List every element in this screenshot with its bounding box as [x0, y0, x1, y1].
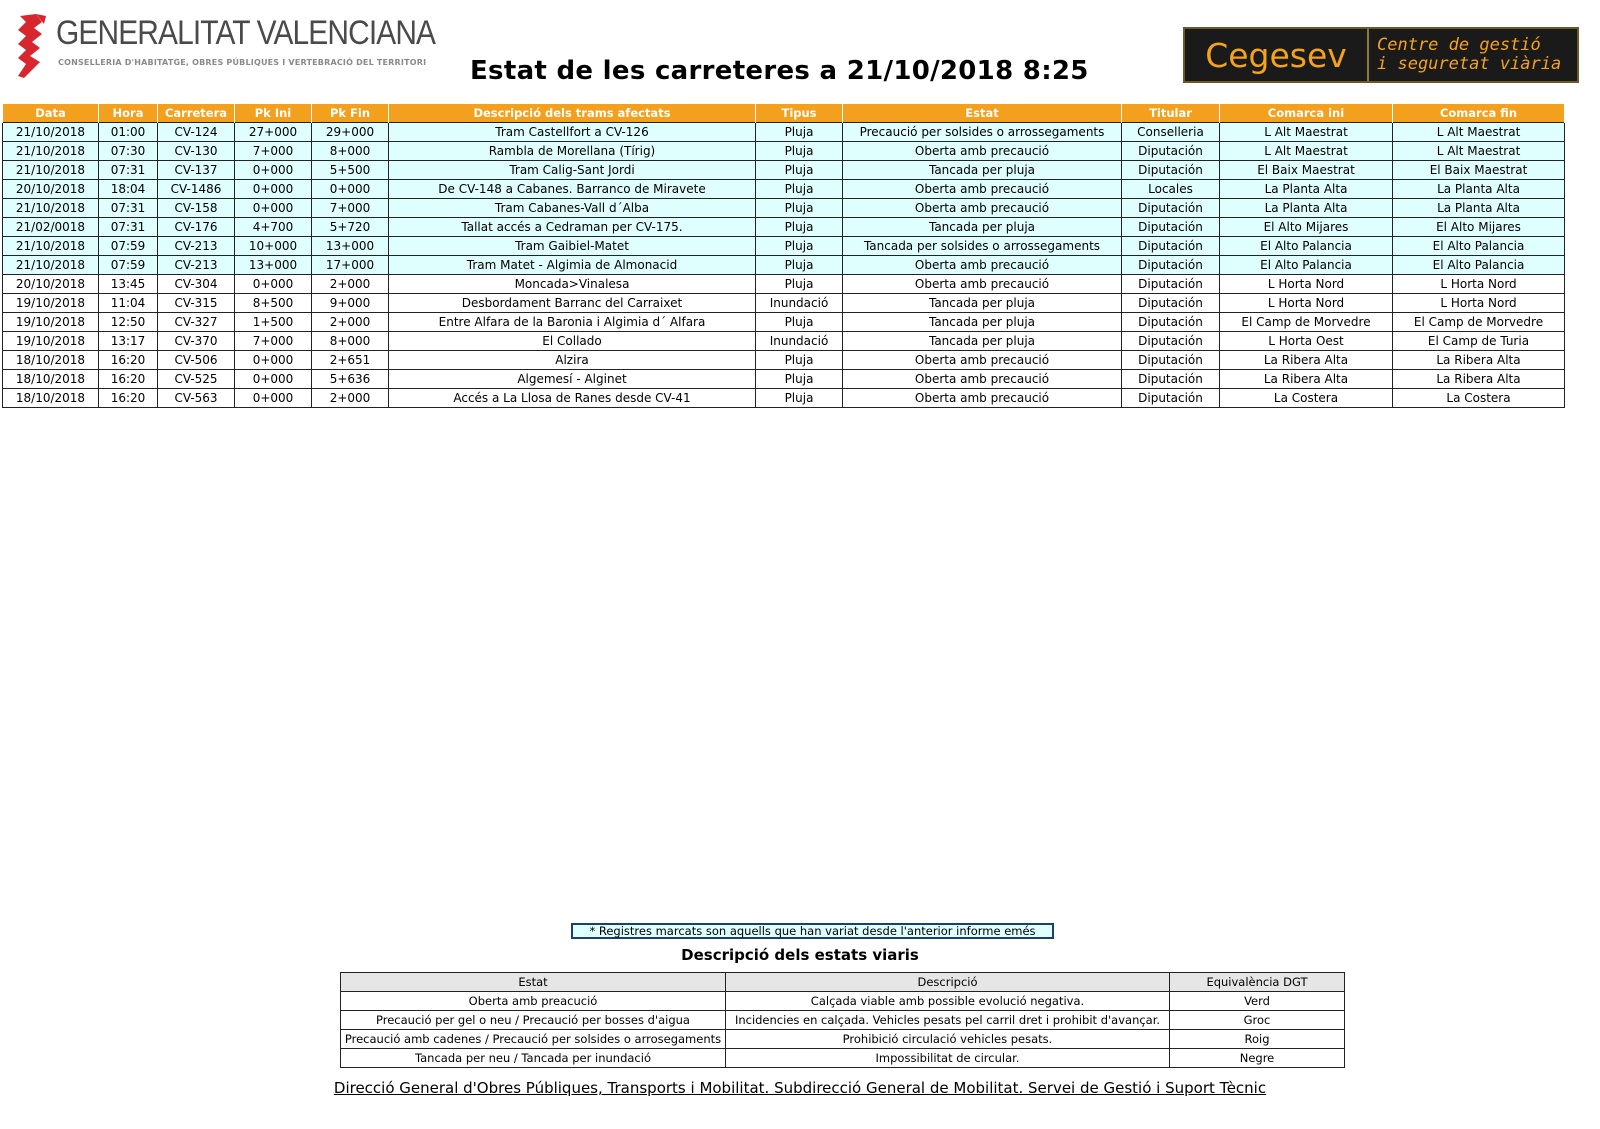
table-cell: Conselleria — [1122, 123, 1220, 142]
table-cell: Pluja — [756, 237, 843, 256]
cegesev-logo — [1183, 27, 1579, 83]
table-cell: Tancada per pluja — [843, 161, 1122, 180]
table-cell: La Planta Alta — [1393, 180, 1565, 199]
table-row — [3, 161, 1565, 180]
table-cell: L Horta Nord — [1393, 294, 1565, 313]
table-cell: La Costera — [1393, 389, 1565, 408]
table-cell: CV-1486 — [158, 180, 235, 199]
table-cell: Pluja — [756, 142, 843, 161]
generalitat-logo — [14, 12, 436, 82]
legend-row — [341, 1030, 1345, 1049]
column-header: Hora — [99, 104, 158, 123]
table-cell: 0+000 — [235, 275, 312, 294]
table-cell: 13+000 — [235, 256, 312, 275]
table-cell: Tram Gaibiel-Matet — [389, 237, 756, 256]
table-cell: Tram Calig-Sant Jordi — [389, 161, 756, 180]
table-cell: Locales — [1122, 180, 1220, 199]
generalitat-emblem-icon — [14, 12, 54, 80]
table-row — [3, 199, 1565, 218]
table-row — [3, 294, 1565, 313]
table-cell: Algemesí - Alginet — [389, 370, 756, 389]
cegesev-desc-line2: i seguretat viària — [1377, 54, 1562, 74]
column-header: Comarca ini — [1220, 104, 1393, 123]
table-cell: Diputación — [1122, 294, 1220, 313]
table-cell: Pluja — [756, 161, 843, 180]
table-cell: Desbordament Barranc del Carraixet — [389, 294, 756, 313]
table-cell: 20/10/2018 — [3, 180, 99, 199]
table-row — [3, 123, 1565, 142]
table-cell: CV-563 — [158, 389, 235, 408]
table-cell: El Alto Palancia — [1220, 237, 1393, 256]
table-cell: L Horta Nord — [1220, 275, 1393, 294]
table-cell: Oberta amb precaució — [843, 142, 1122, 161]
table-cell: 0+000 — [235, 351, 312, 370]
table-cell: 0+000 — [235, 389, 312, 408]
legend-cell: Negre — [1170, 1049, 1345, 1068]
table-cell: 07:31 — [99, 218, 158, 237]
table-cell: CV-124 — [158, 123, 235, 142]
table-cell: Tancada per pluja — [843, 218, 1122, 237]
table-cell: Diputación — [1122, 275, 1220, 294]
table-cell: El Camp de Morvedre — [1393, 313, 1565, 332]
table-cell: El Baix Maestrat — [1393, 161, 1565, 180]
table-cell: 20/10/2018 — [3, 275, 99, 294]
table-cell: Oberta amb precaució — [843, 370, 1122, 389]
table-cell: 2+000 — [312, 389, 389, 408]
table-cell: Pluja — [756, 370, 843, 389]
table-cell: 07:31 — [99, 199, 158, 218]
table-cell: 7+000 — [235, 142, 312, 161]
table-cell: Pluja — [756, 123, 843, 142]
table-cell: Diputación — [1122, 142, 1220, 161]
legend-column-header: Descripció — [726, 973, 1170, 992]
table-cell: 5+720 — [312, 218, 389, 237]
table-cell: La Planta Alta — [1220, 199, 1393, 218]
table-cell: Pluja — [756, 199, 843, 218]
table-cell: Tram Castellfort a CV-126 — [389, 123, 756, 142]
table-cell: La Ribera Alta — [1220, 351, 1393, 370]
roads-table — [2, 104, 1565, 408]
table-cell: CV-158 — [158, 199, 235, 218]
table-cell: El Camp de Morvedre — [1220, 313, 1393, 332]
table-cell: 17+000 — [312, 256, 389, 275]
table-cell: Pluja — [756, 351, 843, 370]
table-cell: 0+000 — [235, 199, 312, 218]
table-cell: 19/10/2018 — [3, 332, 99, 351]
table-cell: Oberta amb precaució — [843, 180, 1122, 199]
table-row — [3, 370, 1565, 389]
table-cell: 7+000 — [312, 199, 389, 218]
legend-cell: Prohibició circulació vehicles pesats. — [726, 1030, 1170, 1049]
org-subtitle: CONSELLERIA D'HABITATGE, OBRES PÚBLIQUES I VERTEBRACIÓ DEL TERRITORI — [58, 58, 427, 67]
table-cell: 21/10/2018 — [3, 237, 99, 256]
table-row — [3, 218, 1565, 237]
table-cell: L Alt Maestrat — [1393, 142, 1565, 161]
table-row — [3, 332, 1565, 351]
legend-cell: Groc — [1170, 1011, 1345, 1030]
table-cell: 2+000 — [312, 313, 389, 332]
legend-row — [341, 992, 1345, 1011]
table-cell: La Ribera Alta — [1220, 370, 1393, 389]
table-cell: Pluja — [756, 275, 843, 294]
table-cell: L Alt Maestrat — [1220, 142, 1393, 161]
table-cell: La Planta Alta — [1393, 199, 1565, 218]
table-cell: Pluja — [756, 389, 843, 408]
table-cell: 1+500 — [235, 313, 312, 332]
table-cell: 0+000 — [235, 180, 312, 199]
legend-table — [340, 972, 1345, 1068]
table-cell: El Collado — [389, 332, 756, 351]
table-cell: Entre Alfara de la Baronia i Algimia d´ Alfara — [389, 313, 756, 332]
legend-column-header: Estat — [341, 973, 726, 992]
table-cell: Tancada per solsides o arrossegaments — [843, 237, 1122, 256]
table-cell: 4+700 — [235, 218, 312, 237]
table-cell: Pluja — [756, 256, 843, 275]
table-cell: Pluja — [756, 313, 843, 332]
table-cell: Tallat accés a Cedraman per CV-175. — [389, 218, 756, 237]
table-row — [3, 256, 1565, 275]
table-cell: 16:20 — [99, 389, 158, 408]
table-cell: Moncada>Vinalesa — [389, 275, 756, 294]
table-cell: L Horta Nord — [1393, 275, 1565, 294]
table-cell: CV-176 — [158, 218, 235, 237]
table-cell: 13:17 — [99, 332, 158, 351]
table-cell: 18:04 — [99, 180, 158, 199]
table-row — [3, 275, 1565, 294]
legend-cell: Precaució amb cadenes / Precaució per solsides o arrosegaments — [341, 1030, 726, 1049]
table-cell: CV-525 — [158, 370, 235, 389]
table-cell: La Ribera Alta — [1393, 351, 1565, 370]
table-cell: Tram Matet - Algimia de Almonacid — [389, 256, 756, 275]
table-cell: El Alto Palancia — [1393, 237, 1565, 256]
legend-column-header: Equivalència DGT — [1170, 973, 1345, 992]
table-cell: 16:20 — [99, 351, 158, 370]
table-cell: L Horta Nord — [1220, 294, 1393, 313]
table-cell: 29+000 — [312, 123, 389, 142]
table-cell: Oberta amb precaució — [843, 199, 1122, 218]
table-cell: 07:30 — [99, 142, 158, 161]
table-cell: 11:04 — [99, 294, 158, 313]
table-cell: 07:31 — [99, 161, 158, 180]
table-cell: Oberta amb precaució — [843, 389, 1122, 408]
legend-table-body — [341, 992, 1345, 1068]
table-cell: 19/10/2018 — [3, 313, 99, 332]
table-cell: Rambla de Morellana (Tírig) — [389, 142, 756, 161]
legend-cell: Tancada per neu / Tancada per inundació — [341, 1049, 726, 1068]
legend-cell: Oberta amb preacució — [341, 992, 726, 1011]
legend-cell: Precaució per gel o neu / Precaució per bosses d'aigua — [341, 1011, 726, 1030]
table-cell: Precaució per solsides o arrossegaments — [843, 123, 1122, 142]
table-cell: Diputación — [1122, 389, 1220, 408]
table-cell: 07:59 — [99, 237, 158, 256]
table-cell: Diputación — [1122, 351, 1220, 370]
table-cell: 0+000 — [312, 180, 389, 199]
table-cell: Tancada per pluja — [843, 294, 1122, 313]
page-title: Estat de les carreteres a 21/10/2018 8:25 — [470, 56, 1089, 86]
roads-table-body — [3, 123, 1565, 408]
table-cell: CV-304 — [158, 275, 235, 294]
table-cell: Diputación — [1122, 332, 1220, 351]
table-cell: 13+000 — [312, 237, 389, 256]
table-row — [3, 351, 1565, 370]
table-cell: Diputación — [1122, 161, 1220, 180]
table-cell: CV-213 — [158, 237, 235, 256]
table-cell: 07:59 — [99, 256, 158, 275]
table-cell: CV-327 — [158, 313, 235, 332]
table-cell: Diputación — [1122, 370, 1220, 389]
legend-title: Descripció dels estats viaris — [681, 946, 919, 964]
table-cell: Diputación — [1122, 218, 1220, 237]
table-cell: 19/10/2018 — [3, 294, 99, 313]
table-cell: 8+500 — [235, 294, 312, 313]
table-cell: Alzira — [389, 351, 756, 370]
table-cell: 2+651 — [312, 351, 389, 370]
table-cell: Oberta amb precaució — [843, 275, 1122, 294]
table-cell: 18/10/2018 — [3, 351, 99, 370]
table-cell: Inundació — [756, 332, 843, 351]
table-cell: El Baix Maestrat — [1220, 161, 1393, 180]
legend-cell: Verd — [1170, 992, 1345, 1011]
table-cell: La Costera — [1220, 389, 1393, 408]
table-cell: 5+636 — [312, 370, 389, 389]
table-cell: Tancada per pluja — [843, 313, 1122, 332]
table-cell: 18/10/2018 — [3, 389, 99, 408]
table-row — [3, 180, 1565, 199]
column-header: Carretera — [158, 104, 235, 123]
table-cell: Diputación — [1122, 256, 1220, 275]
table-cell: Diputación — [1122, 313, 1220, 332]
table-row — [3, 142, 1565, 161]
table-row — [3, 313, 1565, 332]
legend-cell: Roig — [1170, 1030, 1345, 1049]
table-cell: Tancada per pluja — [843, 332, 1122, 351]
legend-row — [341, 1049, 1345, 1068]
table-cell: Oberta amb precaució — [843, 256, 1122, 275]
legend-table-header — [341, 973, 1345, 992]
table-cell: El Alto Palancia — [1220, 256, 1393, 275]
table-cell: Accés a La Llosa de Ranes desde CV-41 — [389, 389, 756, 408]
footnote: * Registres marcats son aquells que han variat desde l'anterior informe emés — [571, 923, 1054, 939]
column-header: Tipus — [756, 104, 843, 123]
column-header: Data — [3, 104, 99, 123]
column-header: Titular — [1122, 104, 1220, 123]
table-cell: 0+000 — [235, 161, 312, 180]
table-cell: Diputación — [1122, 199, 1220, 218]
table-cell: 7+000 — [235, 332, 312, 351]
table-cell: 0+000 — [235, 370, 312, 389]
roads-table-header — [3, 104, 1565, 123]
table-cell: La Planta Alta — [1220, 180, 1393, 199]
table-cell: L Alt Maestrat — [1220, 123, 1393, 142]
footer-credit: Direcció General d'Obres Públiques, Transports i Mobilitat. Subdirecció General de Mobilitat. Servei de Gestió i Suport Tècnic — [333, 1079, 1267, 1097]
table-cell: Pluja — [756, 180, 843, 199]
table-cell: De CV-148 a Cabanes. Barranco de Miravete — [389, 180, 756, 199]
table-cell: 12:50 — [99, 313, 158, 332]
table-cell: 21/10/2018 — [3, 199, 99, 218]
table-cell: CV-213 — [158, 256, 235, 275]
cegesev-description — [1369, 29, 1577, 81]
table-cell: 21/10/2018 — [3, 256, 99, 275]
table-cell: CV-315 — [158, 294, 235, 313]
table-cell: El Alto Mijares — [1393, 218, 1565, 237]
table-cell: Diputación — [1122, 237, 1220, 256]
column-header: Pk Ini — [235, 104, 312, 123]
table-cell: Inundació — [756, 294, 843, 313]
column-header: Estat — [843, 104, 1122, 123]
cegesev-name: Cegesev — [1185, 29, 1369, 81]
table-cell: El Alto Mijares — [1220, 218, 1393, 237]
table-cell: Pluja — [756, 218, 843, 237]
org-name: GENERALITAT VALENCIANA — [56, 14, 436, 52]
table-cell: La Ribera Alta — [1393, 370, 1565, 389]
table-cell: 21/10/2018 — [3, 142, 99, 161]
table-cell: El Alto Palancia — [1393, 256, 1565, 275]
table-row — [3, 389, 1565, 408]
table-cell: 2+000 — [312, 275, 389, 294]
table-cell: L Alt Maestrat — [1393, 123, 1565, 142]
table-cell: CV-137 — [158, 161, 235, 180]
table-cell: 9+000 — [312, 294, 389, 313]
cegesev-desc-line1: Centre de gestió — [1377, 35, 1541, 55]
table-cell: 21/10/2018 — [3, 161, 99, 180]
table-cell: 01:00 — [99, 123, 158, 142]
table-cell: 21/10/2018 — [3, 123, 99, 142]
table-cell: 13:45 — [99, 275, 158, 294]
table-cell: CV-506 — [158, 351, 235, 370]
table-cell: 8+000 — [312, 142, 389, 161]
table-cell: Oberta amb precaució — [843, 351, 1122, 370]
table-cell: 27+000 — [235, 123, 312, 142]
table-cell: Tram Cabanes-Vall d´Alba — [389, 199, 756, 218]
column-header: Comarca fin — [1393, 104, 1565, 123]
legend-cell: Impossibilitat de circular. — [726, 1049, 1170, 1068]
table-cell: 5+500 — [312, 161, 389, 180]
table-cell: CV-130 — [158, 142, 235, 161]
table-cell: 18/10/2018 — [3, 370, 99, 389]
table-cell: 8+000 — [312, 332, 389, 351]
legend-cell: Calçada viable amb possible evolució negativa. — [726, 992, 1170, 1011]
column-header: Descripció dels trams afectats — [389, 104, 756, 123]
table-cell: L Horta Oest — [1220, 332, 1393, 351]
table-row — [3, 237, 1565, 256]
table-cell: 10+000 — [235, 237, 312, 256]
table-cell: El Camp de Turia — [1393, 332, 1565, 351]
legend-cell: Incidencies en calçada. Vehicles pesats pel carril dret i prohibit d'avançar. — [726, 1011, 1170, 1030]
table-cell: 21/02/0018 — [3, 218, 99, 237]
table-cell: CV-370 — [158, 332, 235, 351]
table-cell: 16:20 — [99, 370, 158, 389]
legend-row — [341, 1011, 1345, 1030]
column-header: Pk Fin — [312, 104, 389, 123]
